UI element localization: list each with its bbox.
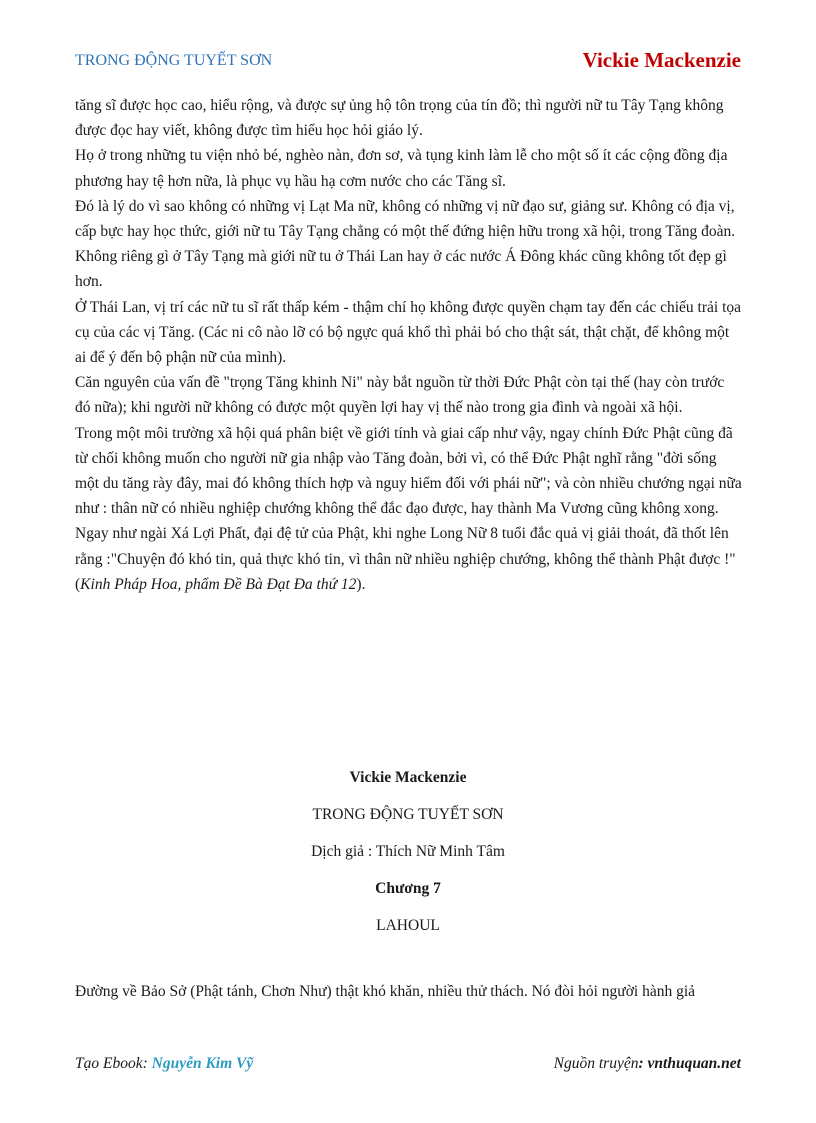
footer-ebook-credit bbox=[75, 1055, 253, 1073]
paragraph: Đó là lý do vì sao không có những vị Lạt Ma nữ, không có những vị nữ đạo sư, giảng sư. Không có địa vị, cấp bực hay học thức, giới nữ tu Tây Tạng chẳng có một thế đứng hiện hữu trong xã hội, trong Tăng đoàn. bbox=[75, 197, 736, 241]
chapter-translator: Dịch giả : Thích Nữ Minh Tâm bbox=[311, 843, 505, 860]
chapter-title: LAHOUL bbox=[376, 917, 440, 934]
ebook-separator: : bbox=[142, 1055, 152, 1072]
ebook-author-link[interactable]: Nguyễn Kim Vỹ bbox=[151, 1055, 254, 1072]
paragraph-closing: ). bbox=[356, 575, 366, 593]
chapter-heading bbox=[75, 767, 741, 952]
paragraph: Không riêng gì ở Tây Tạng mà giới nữ tu ở Thái Lan hay ở các nước Á Đông khác cũng không tốt đẹp gì hơn. bbox=[75, 248, 727, 291]
page-header bbox=[75, 50, 741, 74]
chapter-book-title: TRONG ĐỘNG TUYẾT SƠN bbox=[312, 806, 504, 823]
paragraph: tăng sĩ được học cao, hiểu rộng, và được sự ủng hộ tôn trọng của tín đồ; thì người nữ tu Tây Tạng không được đọc hay viết, không được tìm hiểu học hỏi giáo lý. bbox=[75, 97, 724, 140]
citation: Kinh Pháp Hoa, phẩm Đề Bà Đạt Đa thứ 12 bbox=[80, 575, 357, 593]
ebook-label: Tạo Ebook bbox=[75, 1055, 143, 1072]
paragraph: Họ ở trong những tu viện nhỏ bé, nghèo nàn, đơn sơ, và tụng kinh làm lễ cho một số ít các cộng đồng địa phương hay tệ hơn nữa, là phục vụ hầu hạ cơm nước cho các Tăng sĩ. bbox=[75, 147, 728, 190]
source-separator: : bbox=[638, 1055, 648, 1072]
footer-source bbox=[554, 1055, 741, 1073]
source-label: Nguồn truyện bbox=[553, 1055, 639, 1072]
paragraph-text: Trong một môi trường xã hội quá phân biệt về giới tính và giai cấp như vậy, ngay chính Đức Phật cũng đã từ chối không muốn cho người nữ gia nhập vào Tăng đoàn, bởi vì, có thể Đức Phật nghĩ rằng "đời sống một du tăng rày đây, mai đó không thích hợp và nguy hiểm đối với phái nữ"; và còn nhiều chướng ngại nữa như : thân nữ có nhiều nghiệp chướng không thể đắc đạo được, hay thành Ma Vương cũng không xong. Ngay như ngài Xá Lợi Phất, đại đệ tử của Phật, khi nghe Long Nữ 8 tuổi đắc quả vị giải thoát, đã thốt lên rằng :"Chuyện đó khó tin, quả thực khó tin, vì thân nữ nhiều nghiệp chướng, không thể thành Phật được !" ( bbox=[75, 424, 742, 593]
chapter-number: Chương 7 bbox=[375, 880, 441, 897]
paragraph: Ở Thái Lan, vị trí các nữ tu sĩ rất thấp kém - thậm chí họ không được quyền chạm tay đến các chiếu trải tọa cụ của các vị Tăng. (Các ni cô nào lỡ có bộ ngực quá khổ thì phải bó cho thật sát, thật chặt, để không một ai để ý đến bộ phận nữ của mình). bbox=[75, 298, 742, 367]
paragraph-last bbox=[75, 421, 743, 597]
source-site-link[interactable]: vnthuquan.net bbox=[647, 1055, 741, 1072]
header-book-title: TRONG ĐỘNG TUYẾT SƠN bbox=[75, 52, 273, 69]
chapter-opening bbox=[75, 981, 743, 1003]
opening-line: Đường về Bảo Sở (Phật tánh, Chơn Như) thật khó khăn, nhiều thử thách. Nó đòi hỏi người hành giả bbox=[75, 983, 696, 1000]
chapter-author: Vickie Mackenzie bbox=[349, 769, 467, 786]
body-text bbox=[75, 93, 743, 597]
header-author: Vickie Mackenzie bbox=[582, 48, 741, 72]
page-footer bbox=[75, 1055, 741, 1077]
paragraph: Căn nguyên của vấn đề "trọng Tăng khinh Ni" này bắt nguồn từ thời Đức Phật còn tại thế (hay còn trước đó nữa); khi người nữ không có được một quyền lợi hay vị thế nào trong gia đình và ngoài xã hội. bbox=[75, 374, 725, 417]
